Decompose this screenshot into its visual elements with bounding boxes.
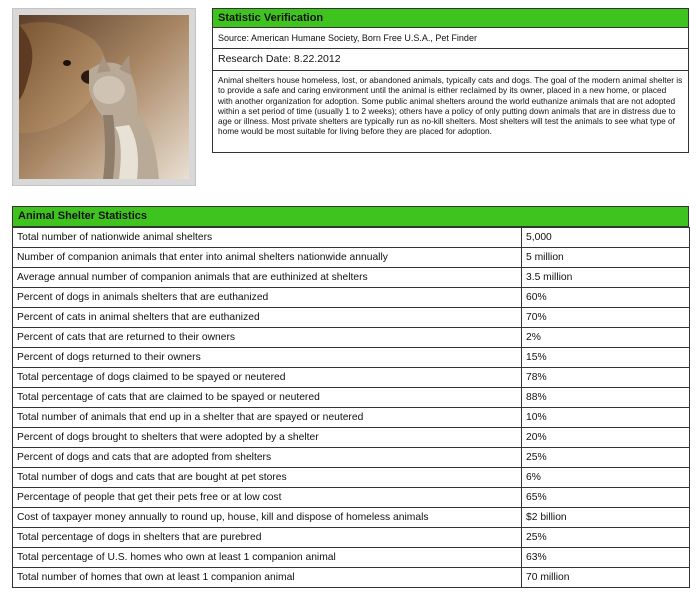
- statistic-label: Total number of dogs and cats that are bought at pet stores: [13, 468, 522, 488]
- table-row: [13, 408, 690, 428]
- statistic-value: 2%: [522, 328, 690, 348]
- statistic-label: Percent of cats that are returned to their owners: [13, 328, 522, 348]
- verification-source: Source: American Humane Society, Born Free U.S.A., Pet Finder: [212, 28, 689, 49]
- statistic-label: Number of companion animals that enter into animal shelters nationwide annually: [13, 248, 522, 268]
- table-row: [13, 548, 690, 568]
- dog-and-cat-photo: [19, 15, 189, 179]
- statistics-title: Animal Shelter Statistics: [12, 206, 689, 227]
- table-row: [13, 268, 690, 288]
- statistic-label: Percentage of people that get their pets free or at low cost: [13, 488, 522, 508]
- statistic-value: 5,000: [522, 228, 690, 248]
- statistic-label: Percent of dogs in animals shelters that are euthanized: [13, 288, 522, 308]
- statistic-value: 3.5 million: [522, 268, 690, 288]
- statistic-value: 70%: [522, 308, 690, 328]
- table-row: [13, 388, 690, 408]
- statistic-label: Percent of dogs brought to shelters that were adopted by a shelter: [13, 428, 522, 448]
- statistic-label: Total number of animals that end up in a shelter that are spayed or neutered: [13, 408, 522, 428]
- statistic-label: Total number of homes that own at least 1 companion animal: [13, 568, 522, 588]
- table-row: [13, 488, 690, 508]
- table-row: [13, 288, 690, 308]
- table-row: [13, 448, 690, 468]
- statistic-label: Cost of taxpayer money annually to round up, house, kill and dispose of homeless animals: [13, 508, 522, 528]
- statistic-value: 63%: [522, 548, 690, 568]
- statistic-value: 20%: [522, 428, 690, 448]
- table-row: [13, 348, 690, 368]
- statistic-value: 10%: [522, 408, 690, 428]
- statistic-value: 15%: [522, 348, 690, 368]
- verification-header: Statistic Verification: [212, 8, 689, 28]
- statistic-value: $2 billion: [522, 508, 690, 528]
- statistic-value: 78%: [522, 368, 690, 388]
- photo-frame: [12, 8, 196, 186]
- statistic-label: Total percentage of dogs in shelters that are purebred: [13, 528, 522, 548]
- verification-description: Animal shelters house homeless, lost, or abandoned animals, typically cats and dogs. The goal of the modern animal shelter is to provide a safe and caring environment until the animal is either reclaimed by its owner, placed in a new home, or placed with another organization for adoption. Some public animal shelters around the world euthanize animals that are not adopted within a set period of time (usually 1 to 2 weeks); others have a policy of only putting down animals that are in distress due to age or illness. Most private shelters are typically run as no-kill shelters. Most shelters will test the animals to see what type of home would be most suitable for living before they are placed for adoption.: [212, 71, 689, 153]
- table-row: [13, 248, 690, 268]
- statistic-value: 65%: [522, 488, 690, 508]
- table-row: [13, 468, 690, 488]
- table-row: [13, 328, 690, 348]
- table-row: [13, 568, 690, 588]
- statistic-value: 25%: [522, 528, 690, 548]
- statistic-label: Total percentage of dogs claimed to be spayed or neutered: [13, 368, 522, 388]
- statistic-label: Total number of nationwide animal shelters: [13, 228, 522, 248]
- statistic-label: Percent of dogs returned to their owners: [13, 348, 522, 368]
- table-row: [13, 508, 690, 528]
- table-row: [13, 428, 690, 448]
- statistic-label: Percent of dogs and cats that are adopted from shelters: [13, 448, 522, 468]
- table-row: [13, 228, 690, 248]
- statistic-value: 5 million: [522, 248, 690, 268]
- statistic-value: 6%: [522, 468, 690, 488]
- animal-shelter-statistics: [12, 206, 689, 588]
- statistic-value: 60%: [522, 288, 690, 308]
- statistic-label: Total percentage of U.S. homes who own at least 1 companion animal: [13, 548, 522, 568]
- verification-research-date: Research Date: 8.22.2012: [212, 49, 689, 71]
- statistic-verification-panel: [212, 8, 689, 153]
- statistics-table: [12, 227, 690, 588]
- statistic-label: Average annual number of companion animals that are euthinized at shelters: [13, 268, 522, 288]
- table-row: [13, 528, 690, 548]
- table-row: [13, 368, 690, 388]
- statistic-label: Total percentage of cats that are claimed to be spayed or neutered: [13, 388, 522, 408]
- statistic-value: 88%: [522, 388, 690, 408]
- statistic-value: 70 million: [522, 568, 690, 588]
- table-row: [13, 308, 690, 328]
- statistic-label: Percent of cats in animal shelters that are euthanized: [13, 308, 522, 328]
- statistic-value: 25%: [522, 448, 690, 468]
